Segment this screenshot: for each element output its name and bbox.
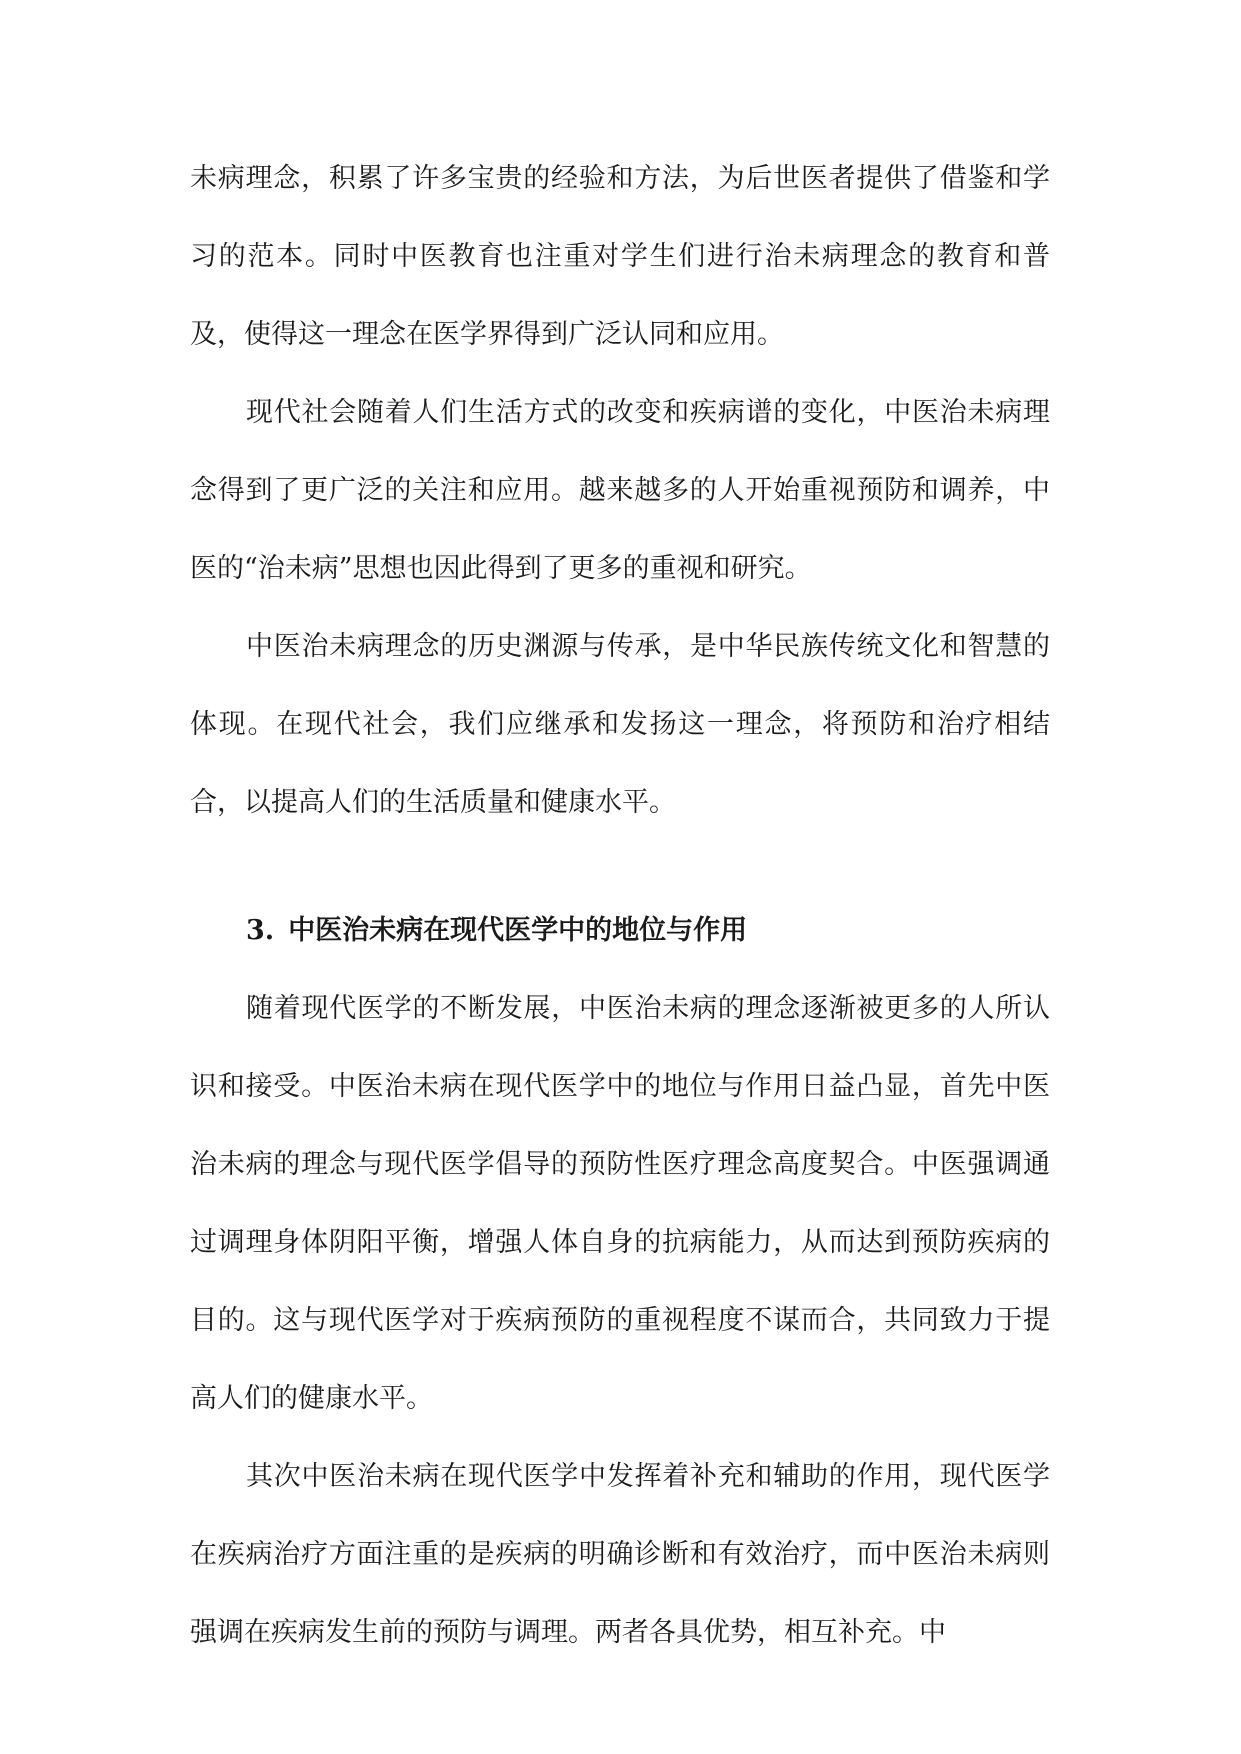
paragraph-continuation: 未病理念，积累了许多宝贵的经验和方法，为后世医者提供了借鉴和学习的范本。同时中医教育也注重对学生们进行治未病理念的教育和普及，使得这一理念在医学界得到广泛认同和应用。 (190, 163, 1050, 350)
paragraph-heritage: 中医治未病理念的历史渊源与传承，是中华民族传统文化和智慧的体现。在现代社会，我们应继承和发扬这一理念，将预防和治疗相结合，以提高人们的生活质量和健康水平。 (190, 631, 1050, 818)
section-number: 3. (246, 915, 275, 946)
paragraph-complement: 其次中医治未病在现代医学中发挥着补充和辅助的作用，现代医学在疾病治疗方面注重的是疾病的明确诊断和有效治疗，而中医治未病则强调在疾病发生前的预防与调理。两者各具优势，相互补充。中 (190, 1461, 1050, 1648)
paragraph-modern-society: 现代社会随着人们生活方式的改变和疾病谱的变化，中医治未病理念得到了更广泛的关注和应用。越来越多的人开始重视预防和调养，中医的“治未病”思想也因此得到了更多的重视和研究。 (190, 397, 1050, 584)
section-heading (190, 892, 1050, 970)
section-title: 中医治未病在现代医学中的地位与作用 (288, 915, 748, 946)
paragraph-status-role: 随着现代医学的不断发展，中医治未病的理念逐渐被更多的人所认识和接受。中医治未病在现代医学中的地位与作用日益凸显，首先中医治未病的理念与现代医学倡导的预防性医疗理念高度契合。中医强调通过调理身体阴阳平衡，增强人体自身的抗病能力，从而达到预防疾病的目的。这与现代医学对于疾病预防的重视程度不谋而合，共同致力于提高人们的健康水平。 (190, 993, 1050, 1414)
document-body (190, 140, 1050, 1672)
